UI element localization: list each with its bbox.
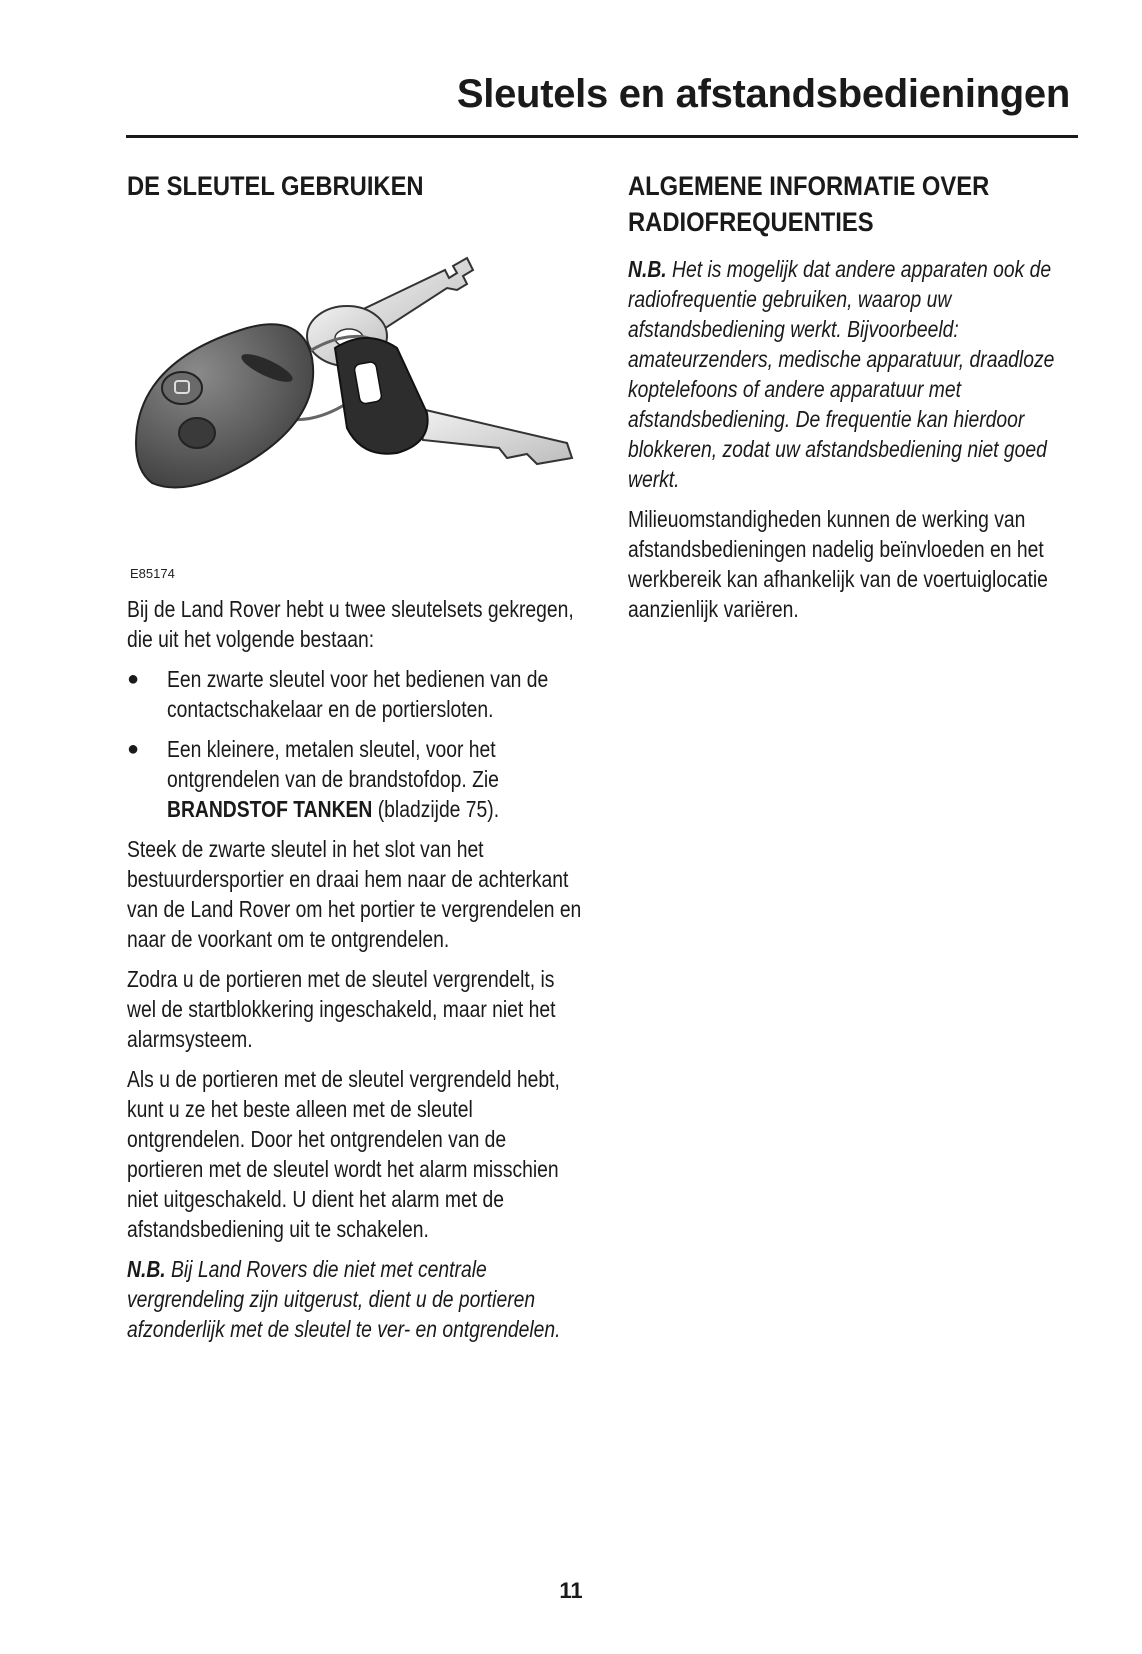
section-heading-radio-frequencies: ALGEMENE INFORMATIE OVER RADIOFREQUENTIES [628, 171, 990, 237]
body-paragraph: Als u de portieren met de sleutel vergrendeld hebt, kunt u ze het beste alleen met de sleutel ontgrendelen. Door het ontgrendelen van de portieren met de sleutel wordt het alarm misschien niet uitgeschakeld. U dient het alarm met de afstandsbediening uit te schakelen. [127, 1066, 560, 1242]
figure-code: E85174 [130, 566, 175, 581]
note-paragraph: N.B. Bij Land Rovers die niet met centrale vergrendeling zijn uitgerust, dient u de portieren afzonderlijk met de sleutel te ver- en ontgrendelen. [127, 1256, 561, 1342]
list-item: ● Een kleinere, metalen sleutel, voor het ontgrendelen van de brandstofdop. Zie BRANDSTOF TANKEN (bladzijde 75). [127, 736, 500, 822]
remote-fob [136, 324, 313, 487]
fuel-reference-link[interactable]: BRANDSTOF TANKEN [167, 796, 373, 822]
black-key [335, 338, 572, 464]
key-set-list [127, 664, 585, 824]
bullet-icon: ● [127, 738, 140, 760]
page-title: Sleutels en afstandsbedieningen [456, 72, 1070, 116]
list-item: ● Een zwarte sleutel voor het bedienen van de contactschakelaar en de portiersloten. [127, 666, 549, 722]
title-rule [126, 135, 1078, 138]
page-number: 11 [559, 1578, 583, 1603]
key-fob-illustration [127, 218, 585, 578]
left-column [127, 168, 585, 1354]
note-paragraph: N.B. Het is mogelijk dat andere apparaten ook de radiofrequentie gebruiken, waarop uw afstandsbediening werkt. Bijvoorbeeld: amateurzenders, medische apparatuur, draadloze koptelefoons of andere apparatuur met afstandsbediening. De frequentie kan hierdoor blokkeren, zodat uw afstandsbediening niet goed werkt. [628, 256, 1055, 492]
right-column [628, 168, 1086, 634]
section-heading-key-usage: DE SLEUTEL GEBRUIKEN [127, 171, 424, 201]
lock-button-icon [162, 372, 202, 404]
body-paragraph: Milieuomstandigheden kunnen de werking van afstandsbedieningen nadelig beïnvloeden en het werkbereik kan afhankelijk van de voertuiglocatie aanzienlijk variëren. [628, 506, 1048, 622]
key-illustration [127, 218, 585, 588]
body-paragraph: Steek de zwarte sleutel in het slot van het bestuurdersportier en draai hem naar de achterkant van de Land Rover om het portier te vergrendelen en naar de voorkant om te ontgrendelen. [127, 836, 582, 952]
body-paragraph: Zodra u de portieren met de sleutel vergrendelt, is wel de startblokkering ingeschakeld, maar niet het alarmsysteem. [127, 966, 556, 1052]
bullet-icon: ● [127, 668, 140, 690]
unlock-button-icon [179, 418, 215, 448]
intro-paragraph: Bij de Land Rover hebt u twee sleutelsets gekregen, die uit het volgende bestaan: [127, 596, 574, 652]
